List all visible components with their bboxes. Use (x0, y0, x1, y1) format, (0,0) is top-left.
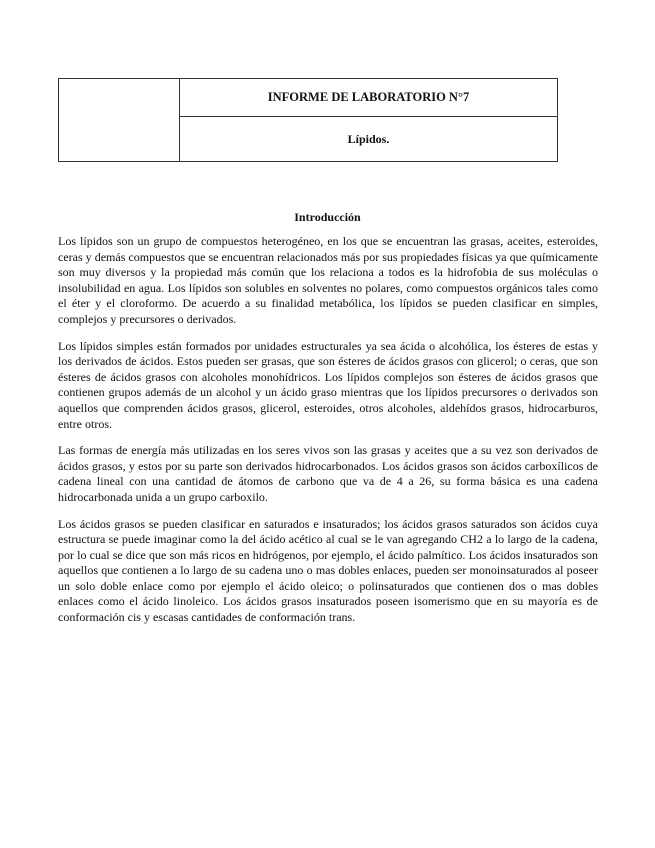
paragraph-2: Los lípidos simples están formados por unidades estructurales ya sea ácida o alcohólica, los ésteres de estas y los derivados de ácidos. Estos pueden ser grasas, que son ésteres de ácidos grasos con glicerol; o ceras, que son ésteres de ácidos grasos con alcoholes monohídricos. Los lípidos complejos son ésteres de ácidos grasos que contienen grupos además de un alcohol y un ácido graso mientras que los lípidos precursores o derivados son aquellos que comprenden ácidos grasos, glicerol, esteroides, otros alcoholes, aldehídos grasos, hidrocarburos, entre otros. (58, 338, 598, 431)
report-subtitle: Lípidos. (180, 117, 558, 162)
section-heading: Introducción (294, 210, 361, 224)
logo-placeholder-cell (59, 79, 180, 162)
report-title: INFORME DE LABORATORIO N°7 (180, 79, 558, 117)
paragraph-4: Los ácidos grasos se pueden clasificar en saturados e insaturados; los ácidos grasos saturados son ácidos cuya estructura se puede imaginar como la del ácido acético al cual se le van agregando CH2 a lo largo de la cadena, por lo cual se dice que son más ricos en hidrógenos, por ejemplo, el ácido palmítico. Los ácidos insaturados son aquellos que contienen a lo largo de su cadena uno o mas dobles enlaces, pueden ser monoinsaturados al poseer un solo doble enlace como por ejemplo el ácido oleico; o polinsaturados que contienen dos o mas dobles enlaces como el ácido linoleico. Los ácidos grasos insaturados poseen isomerismo que en su mayoría es de conformación cis y escasas cantidades de conformación trans. (58, 516, 598, 625)
paragraph-3: Las formas de energía más utilizadas en los seres vivos son las grasas y aceites que a su vez son derivados de ácidos grasos, y estos por su parte son derivados hidrocarbonados. Los ácidos grasos son ácidos carboxílicos de cadena lineal con una cantidad de átomos de carbono que va de 4 a 26, su forma básica es una cadena hidrocarbonada unida a un grupo carboxilo. (58, 443, 598, 504)
section-body (58, 234, 598, 637)
paragraph-1: Los lípidos son un grupo de compuestos heterogéneo, en los que se encuentran las grasas, aceites, esteroides, ceras y demás compuestos que se encuentran relacionados más por sus propiedades físicas ya que químicamente son muy diversos y la propiedad más común que los relaciona a todos es la hidrofobia de sus moléculas o insolubilidad en agua. Los lípidos son solubles en solventes no polares, como compuestos orgánicos tales como el éter y el cloroformo. De acuerdo a su finalidad metabólica, los lípidos se pueden clasificar en simples, complejos y precursores o derivados. (58, 234, 598, 326)
report-header-table (58, 78, 558, 162)
